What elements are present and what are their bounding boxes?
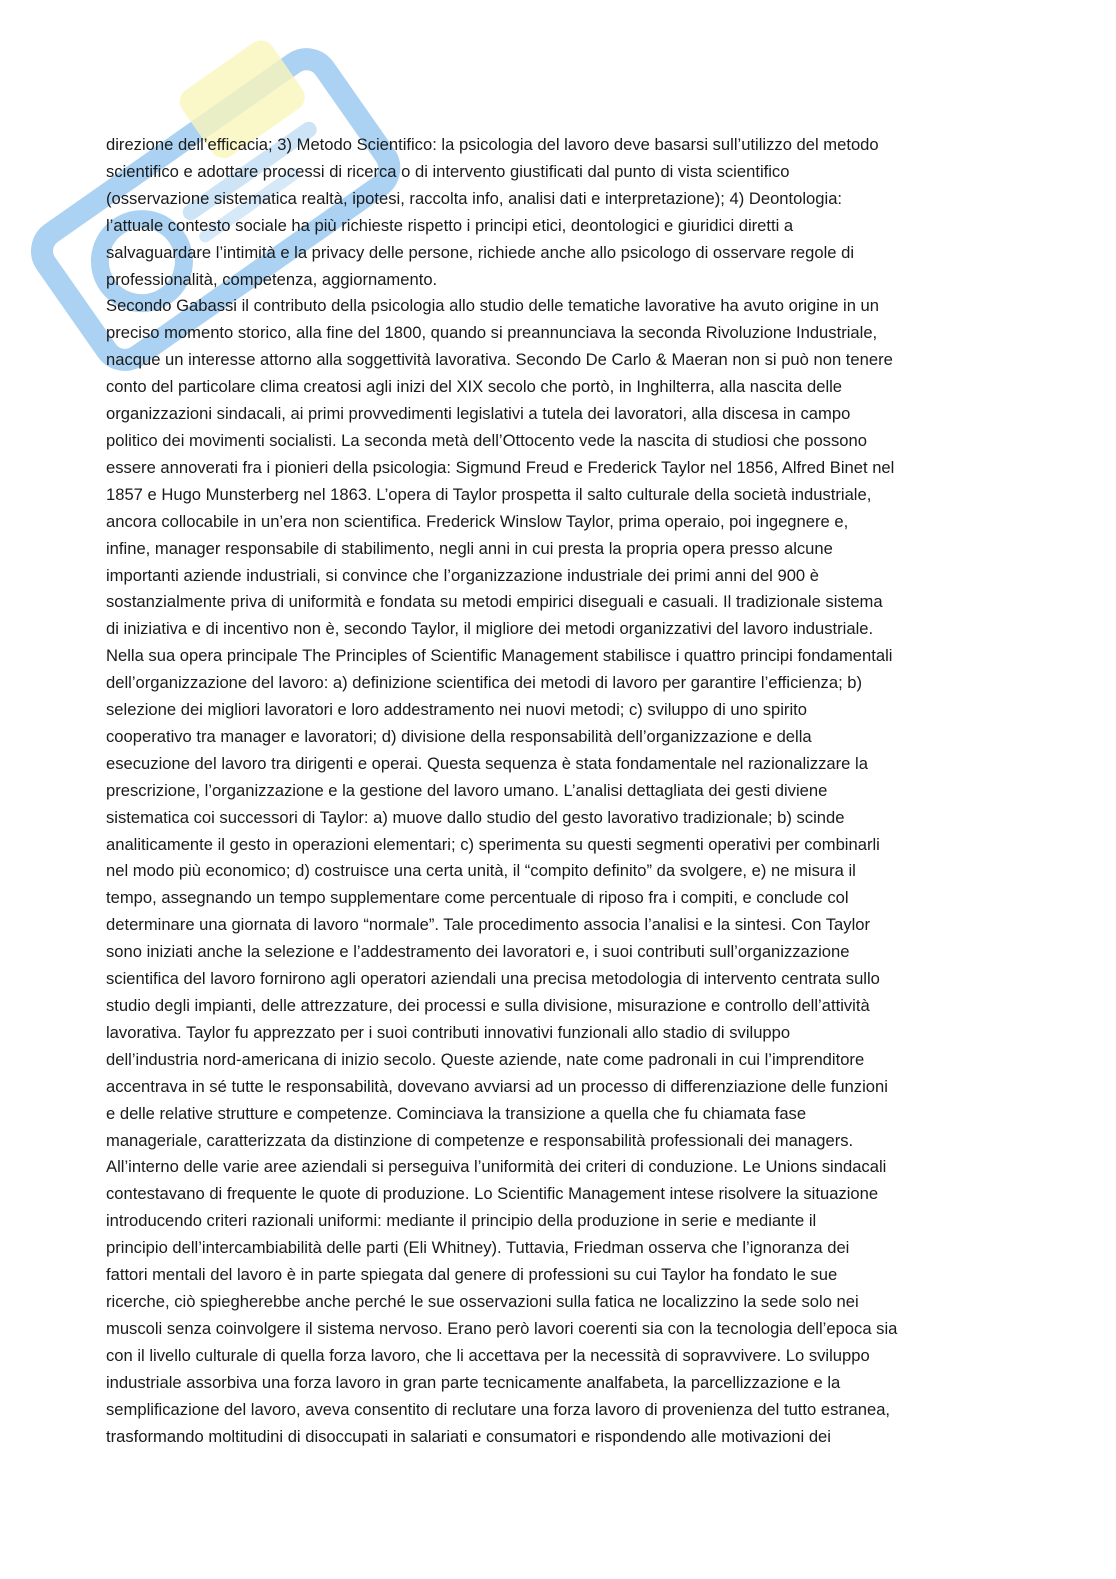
text-line: dell’organizzazione del lavoro: a) definizione scientifica dei metodi di lavoro per garantire l’efficienza; b)	[106, 673, 863, 693]
body-text	[106, 132, 1010, 1450]
text-line: e delle relative strutture e competenze. Cominciava la transizione a quella che fu chiamata fase	[106, 1103, 807, 1123]
text-line: ricerche, ciò spiegherebbe anche perché le sue osservazioni sulla fatica ne localizzino la sede solo nei	[106, 1291, 859, 1311]
text-line: sono iniziati anche la selezione e l’addestramento dei lavoratori e, i suoi contributi sull’organizzazione	[106, 942, 850, 962]
text-line: accentrava in sé tutte le responsabilità, dovevano avviarsi ad un processo di differenziazione delle funzioni	[106, 1076, 888, 1096]
text-line: scientifica del lavoro fornirono agli operatori aziendali una precisa metodologia di intervento centrata sullo	[106, 969, 880, 989]
text-line: lavorativa. Taylor fu apprezzato per i suoi contributi innovativi funzionali allo stadio di sviluppo	[106, 1022, 791, 1042]
paragraph	[106, 132, 1010, 293]
text-line: professionalità, competenza, aggiornamento.	[106, 269, 438, 289]
text-line: introducendo criteri razionali uniformi: mediante il principio della produzione in serie e mediante il	[106, 1211, 817, 1231]
text-line: semplificazione del lavoro, aveva consentito di reclutare una forza lavoro di provenienza del tutto estranea,	[106, 1399, 891, 1419]
text-line: industriale assorbiva una forza lavoro in gran parte tecnicamente analfabeta, la parcellizzazione e la	[106, 1372, 841, 1392]
text-line: nel modo più economico; d) costruisce una certa unità, il “compito definito” da svolgere, e) ne misura il	[106, 861, 856, 881]
text-line: cooperativo tra manager e lavoratori; d) divisione della responsabilità dell’organizzazione e della	[106, 726, 812, 746]
text-line: manageriale, caratterizzata da distinzione di competenze e responsabilità professionali dei managers.	[106, 1130, 854, 1150]
text-line: studio degli impianti, delle attrezzature, dei processi e sulla divisione, misurazione e controllo dell’attività	[106, 996, 870, 1015]
text-line: All’interno delle varie aree aziendali si perseguiva l’uniformità dei criteri di conduzione. Le Unions sindacali	[106, 1157, 887, 1177]
text-line: direzione dell’efficacia; 3) Metodo Scientifico: la psicologia del lavoro deve basarsi sull’utilizzo del metodo	[106, 135, 879, 154]
text-line: (osservazione sistematica realtà, ipotesi, raccolta info, analisi dati e interpretazione); 4) Deontologia:	[106, 188, 843, 208]
text-line: Nella sua opera principale The Principles of Scientific Management stabilisce i quattro principi fondamentali	[106, 646, 893, 666]
text-line: di iniziativa e di incentivo non è, secondo Taylor, il migliore dei metodi organizzativi del lavoro industriale.	[106, 619, 874, 639]
text-line: selezione dei migliori lavoratori e loro addestramento nei nuovi metodi; c) sviluppo di uno spirito	[106, 700, 807, 720]
text-line: salvaguardare l’intimità e la privacy delle persone, richiede anche allo psicologo di osservare regole di	[106, 242, 855, 262]
text-line: contestavano di frequente le quote di produzione. Lo Scientific Management intese risolvere la situazione	[106, 1184, 879, 1204]
text-line: essere annoverati fra i pionieri della psicologia: Sigmund Freud e Frederick Taylor nel 1856, Alfred Binet nel	[106, 457, 895, 477]
paragraph	[106, 293, 1010, 1450]
text-line: Secondo Gabassi il contributo della psicologia allo studio delle tematiche lavorative ha avuto origine in un	[106, 296, 880, 316]
text-line: sostanzialmente priva di uniformità e fondata su metodi empirici diseguali e casuali. Il tradizionale sistema	[106, 592, 883, 612]
text-line: sistematica coi successori di Taylor: a) muove dallo studio del gesto lavorativo tradizionale; b) scinde	[106, 807, 845, 827]
text-line: dell’industria nord-americana di inizio secolo. Queste aziende, nate come padronali in cui l’imprenditore	[106, 1049, 865, 1069]
text-line: importanti aziende industriali, si convince che l’organizzazione industriale dei primi anni del 900 è	[106, 565, 820, 585]
text-line: principio dell’intercambiabilità delle parti (Eli Whitney). Tuttavia, Friedman osserva che l’ignoranza dei	[106, 1238, 850, 1258]
text-line: l’attuale contesto sociale ha più richieste rispetto i principi etici, deontologici e giuridici diretti a	[106, 215, 794, 235]
text-line: infine, manager responsabile di stabilimento, negli anni in cui presta la propria opera presso alcune	[106, 538, 833, 558]
text-line: con il livello culturale di quella forza lavoro, che li accettava per la necessità di sopravvivere. Lo sviluppo	[106, 1345, 870, 1365]
text-line: nacque un interesse attorno alla soggettività lavorativa. Secondo De Carlo & Maeran non si può non tenere	[106, 350, 893, 370]
text-line: analiticamente il gesto in operazioni elementari; c) sperimenta su questi segmenti operativi per combinarli	[106, 834, 880, 854]
text-line: politico dei movimenti socialisti. La seconda metà dell’Ottocento vede la nascita di studiosi che possono	[106, 430, 867, 450]
text-line: fattori mentali del lavoro è in parte spiegata dal genere di professioni su cui Taylor ha fondato le sue	[106, 1265, 838, 1285]
text-line: organizzazioni sindacali, ai primi provvedimenti legislativi a tutela dei lavoratori, alla discesa in campo	[106, 404, 851, 424]
text-line: muscoli senza coinvolgere il sistema nervoso. Erano però lavori coerenti sia con la tecnologia dell’epoca sia	[106, 1318, 898, 1338]
text-line: conto del particolare clima creatosi agli inizi del XIX secolo che portò, in Inghilterra, alla nascita delle	[106, 377, 843, 397]
text-line: 1857 e Hugo Munsterberg nel 1863. L’opera di Taylor prospetta il salto culturale della società industriale,	[106, 484, 872, 504]
text-line: scientifico e adottare processi di ricerca o di intervento giustificati dal punto di vista scientifico	[106, 161, 790, 181]
text-line: ancora collocabile in un’era non scientifica. Frederick Winslow Taylor, prima operaio, poi ingegnere e,	[106, 511, 849, 531]
text-line: preciso momento storico, alla fine del 1800, quando si preannunciava la seconda Rivoluzione Industriale,	[106, 323, 878, 343]
text-line: determinare una giornata di lavoro “normale”. Tale procedimento associa l’analisi e la sintesi. Con Taylor	[106, 915, 871, 935]
text-line: trasformando moltitudini di disoccupati in salariati e consumatori e rispondendo alle motivazioni dei	[106, 1426, 831, 1446]
text-line: esecuzione del lavoro tra dirigenti e operai. Questa sequenza è stata fondamentale nel razionalizzare la	[106, 753, 868, 773]
text-line: tempo, assegnando un tempo supplementare come percentuale di riposo fra i compiti, e conclude col	[106, 888, 849, 908]
text-line: prescrizione, l’organizzazione e la gestione del lavoro umano. L’analisi dettagliata dei gesti diviene	[106, 780, 828, 800]
